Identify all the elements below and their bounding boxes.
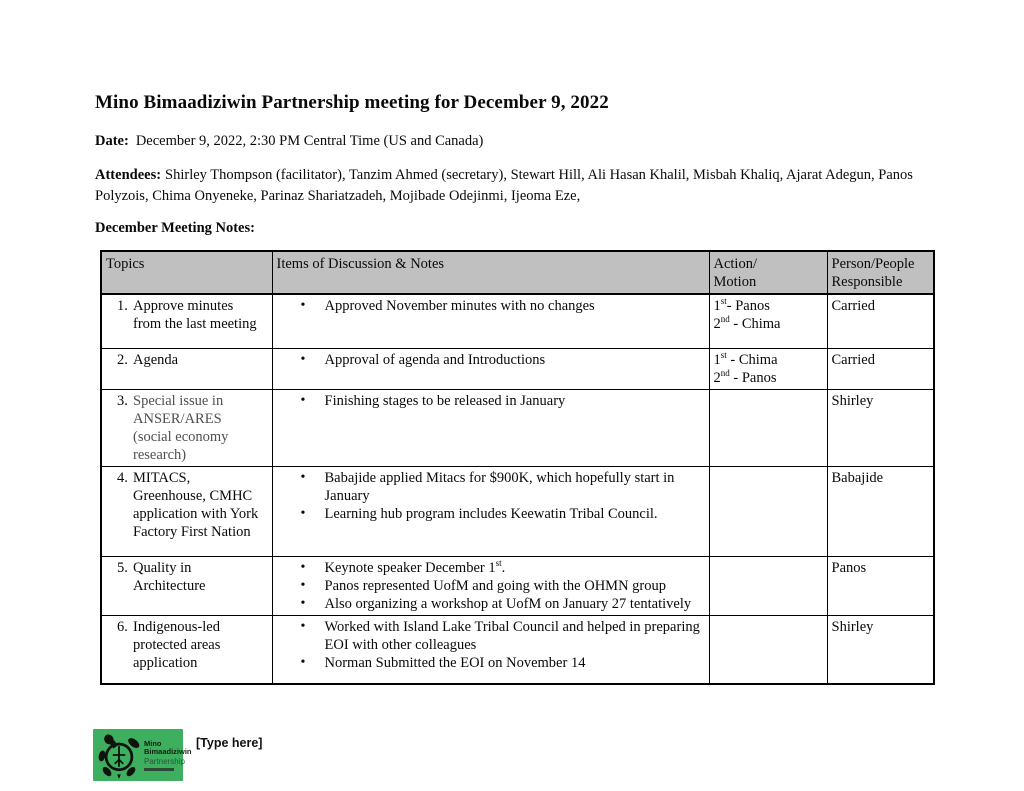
action-line: 1st- Panos: [713, 296, 770, 314]
column-header-items: Items of Discussion & Notes: [272, 251, 709, 294]
date-label: Date:: [95, 133, 129, 149]
topic-text: Approve minutes from the last meeting: [133, 298, 257, 332]
meeting-notes-table: [100, 250, 935, 685]
topic-cell: [101, 294, 272, 348]
attendees-label: Attendees:: [95, 167, 162, 183]
person-cell: Carried: [827, 294, 934, 348]
type-here-placeholder[interactable]: [Type here]: [196, 736, 263, 750]
logo-line-1: Mino: [144, 738, 162, 748]
bullet-item: • Babajide applied Mitacs for $900K, which hopefully start in January: [277, 469, 705, 505]
topic-text: Special issue in ANSER/ARES (social economy research): [133, 392, 229, 463]
table-header-row: [101, 251, 934, 294]
date-line: [95, 131, 933, 152]
items-cell: [272, 615, 709, 684]
person-cell: Panos: [827, 556, 934, 615]
action-cell: [709, 389, 827, 466]
items-cell: [272, 389, 709, 466]
action-cell: [709, 615, 827, 684]
table-row: [101, 615, 934, 684]
person-cell: Shirley: [827, 389, 934, 466]
logo-line-2: Bimaadiziwin: [144, 747, 192, 756]
turtle-logo-icon: [96, 731, 142, 779]
topic-number: 6.: [117, 618, 128, 635]
items-cell: [272, 348, 709, 389]
items-cell: [272, 294, 709, 348]
topic-cell: [101, 348, 272, 389]
bullet-item: • Also organizing a workshop at UofM on January 27 tentatively: [277, 595, 705, 613]
table-row: [101, 556, 934, 615]
topic-number: 5.: [117, 559, 128, 576]
meeting-notes-heading: December Meeting Notes:: [95, 220, 255, 236]
bullet-item: • Approval of agenda and Introductions: [277, 351, 705, 369]
action-cell: [709, 466, 827, 556]
topic-cell: [101, 615, 272, 684]
partnership-logo: [93, 729, 192, 781]
topic-text: Indigenous-led protected areas application: [133, 618, 221, 671]
action-cell: [709, 294, 827, 348]
topic-text: Quality in Architecture: [133, 559, 206, 594]
bullet-item: • Approved November minutes with no changes: [277, 297, 705, 315]
action-line: 2nd - Chima: [713, 314, 781, 332]
topic-number: 4.: [117, 469, 128, 486]
person-cell: Shirley: [827, 615, 934, 684]
bullet-item: • Keynote speaker December 1st.: [277, 559, 705, 577]
action-line: 2nd - Panos: [713, 367, 777, 386]
page-footer: [93, 729, 933, 781]
table-row: [101, 389, 934, 466]
person-cell: Babajide: [827, 466, 934, 556]
table-row: [101, 348, 934, 389]
bullet-item: • Worked with Island Lake Tribal Council and helped in preparing EOI with other colleagues: [277, 618, 705, 654]
logo-text: [144, 740, 192, 771]
logo-line-3: Partnership: [144, 756, 185, 766]
bullet-item: • Norman Submitted the EOI on November 14: [277, 654, 705, 672]
topic-text: MITACS, Greenhouse, CMHC application with York Factory First Nation: [133, 469, 259, 540]
date-value: December 9, 2022, 2:30 PM Central Time (US and Canada): [135, 133, 484, 149]
page-title: Mino Bimaadiziwin Partnership meeting for December 9, 2022: [95, 92, 609, 113]
topic-cell: [101, 556, 272, 615]
topic-cell: [101, 389, 272, 466]
bullet-item: • Learning hub program includes Keewatin Tribal Council.: [277, 505, 705, 523]
attendees-line: [95, 165, 933, 207]
topic-number: 1.: [117, 298, 128, 314]
topic-number: 3.: [117, 392, 128, 409]
logo-tagline: [144, 768, 174, 771]
action-cell: [709, 348, 827, 389]
topic-text: Agenda: [133, 351, 179, 368]
bullet-item: • Finishing stages to be released in January: [277, 392, 705, 410]
column-header-action: Action/ Motion: [709, 251, 827, 294]
column-header-person: Person/People Responsible: [827, 251, 934, 294]
action-cell: [709, 556, 827, 615]
table-row: [101, 294, 934, 348]
items-cell: [272, 466, 709, 556]
topic-number: 2.: [117, 351, 128, 368]
action-line: 1st - Chima: [713, 349, 778, 368]
person-cell: Carried: [827, 348, 934, 389]
items-cell: [272, 556, 709, 615]
attendees-value: Shirley Thompson (facilitator), Tanzim Ahmed (secretary), Stewart Hill, Ali Hasan Khalil, Misbah Khaliq, Ajarat Adegun, Panos Polyzois, Chima Onyeneke, Parinaz Shariatzadeh, Mojibade Odejinmi, Ijeoma Eze,: [95, 167, 913, 204]
table-row: [101, 466, 934, 556]
topic-cell: [101, 466, 272, 556]
bullet-item: • Panos represented UofM and going with the OHMN group: [277, 577, 705, 595]
column-header-topics: Topics: [101, 251, 272, 294]
